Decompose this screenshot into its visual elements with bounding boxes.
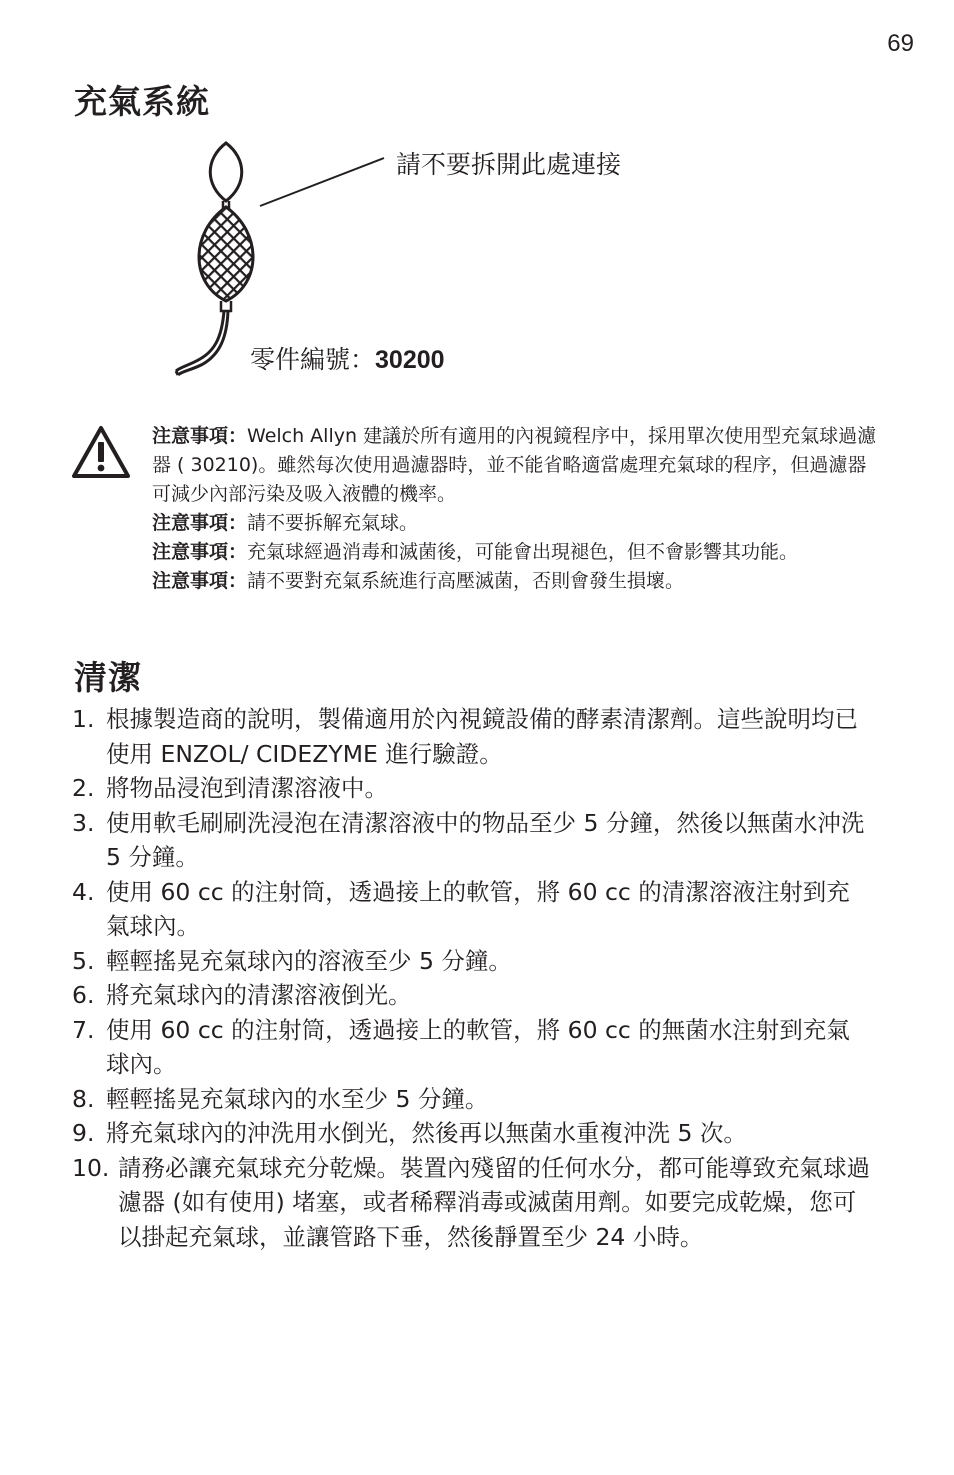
part-number-caption: 零件編號： [250, 345, 376, 374]
step-number: 7. [72, 1015, 95, 1044]
list-item [72, 1151, 872, 1255]
step-number: 5. [72, 946, 95, 975]
step-text: 將充氣球內的清潔溶液倒光。 [106, 981, 412, 1009]
part-number-value: 30200 [375, 346, 445, 374]
caution-text: Welch Allyn 建議於所有適用的內視鏡程序中，採用單次使用型充氣球過濾器 ( 30210)。雖然每次使用過濾器時，並不能省略適當處理充氣球的程序，但過濾器可減少內部污染及吸入液體的機率。 [152, 425, 877, 505]
warning-triangle-icon [70, 424, 132, 480]
caution-label: 注意事項： [152, 512, 248, 534]
caution-item [152, 538, 882, 567]
list-item [72, 1013, 872, 1082]
section-title-inflation-system: 充氣系統 [74, 82, 210, 121]
caution-item [152, 567, 882, 596]
step-number: 1. [72, 705, 95, 733]
step-number: 10. [72, 1153, 110, 1182]
step-text: 使用 60 cc 的注射筒，透過接上的軟管，將 60 cc 的清潔溶液注射到充氣球內。 [106, 877, 850, 940]
step-text: 將充氣球內的沖洗用水倒光，然後再以無菌水重複沖洗 5 次。 [106, 1119, 747, 1147]
step-text: 輕輕搖晃充氣球內的水至少 5 分鐘。 [106, 1084, 489, 1113]
step-text: 將物品浸泡到清潔溶液中。 [106, 774, 388, 802]
part-number-label [250, 340, 445, 376]
inflation-bulb-figure [170, 135, 690, 385]
step-text: 輕輕搖晃充氣球內的溶液至少 5 分鐘。 [106, 946, 512, 975]
do-not-disconnect-callout: 請不要拆開此處連接 [396, 150, 622, 179]
step-text: 使用軟毛刷刷洗浸泡在清潔溶液中的物品至少 5 分鐘，然後以無菌水沖洗 5 分鐘。 [106, 808, 865, 871]
step-number: 8. [72, 1084, 95, 1113]
caution-text-list [152, 422, 882, 596]
step-text: 根據製造商的說明，製備適用於內視鏡設備的酵素清潔劑。這些說明均已使用 ENZOL/ CIDEZYME 進行驗證。 [106, 705, 858, 768]
caution-text: 充氣球經過消毒和滅菌後，可能會出現褪色，但不會影響其功能。 [247, 541, 799, 563]
list-item [72, 702, 872, 771]
list-item [72, 978, 872, 1013]
caution-item [152, 422, 882, 509]
caution-item [152, 509, 882, 538]
caution-text: 請不要拆解充氣球。 [247, 512, 419, 534]
page-number: 69 [887, 30, 914, 57]
cleaning-steps-list [72, 702, 872, 1254]
list-item [72, 1116, 872, 1151]
caution-label: 注意事項： [152, 570, 248, 592]
section-title-cleaning: 清潔 [74, 658, 142, 697]
caution-label: 注意事項： [152, 541, 248, 563]
caution-text: 請不要對充氣系統進行高壓滅菌，否則會發生損壞。 [247, 570, 685, 592]
list-item [72, 944, 872, 979]
step-number: 9. [72, 1119, 95, 1147]
list-item [72, 771, 872, 806]
list-item [72, 806, 872, 875]
step-text: 使用 60 cc 的注射筒，透過接上的軟管，將 60 cc 的無菌水注射到充氣球內。 [106, 1015, 850, 1078]
list-item [72, 1082, 872, 1117]
step-number: 6. [72, 981, 95, 1009]
step-number: 2. [72, 774, 95, 802]
step-number: 3. [72, 808, 95, 837]
step-number: 4. [72, 877, 95, 906]
caution-label: 注意事項： [152, 425, 248, 447]
step-text: 請務必讓充氣球充分乾燥。裝置內殘留的任何水分，都可能導致充氣球過濾器 (如有使用) 堵塞，或者稀釋消毒或滅菌用劑。如要完成乾燥，您可以掛起充氣球，並讓管路下垂，然後靜置至少 24 小時。 [118, 1153, 870, 1251]
list-item [72, 875, 872, 944]
